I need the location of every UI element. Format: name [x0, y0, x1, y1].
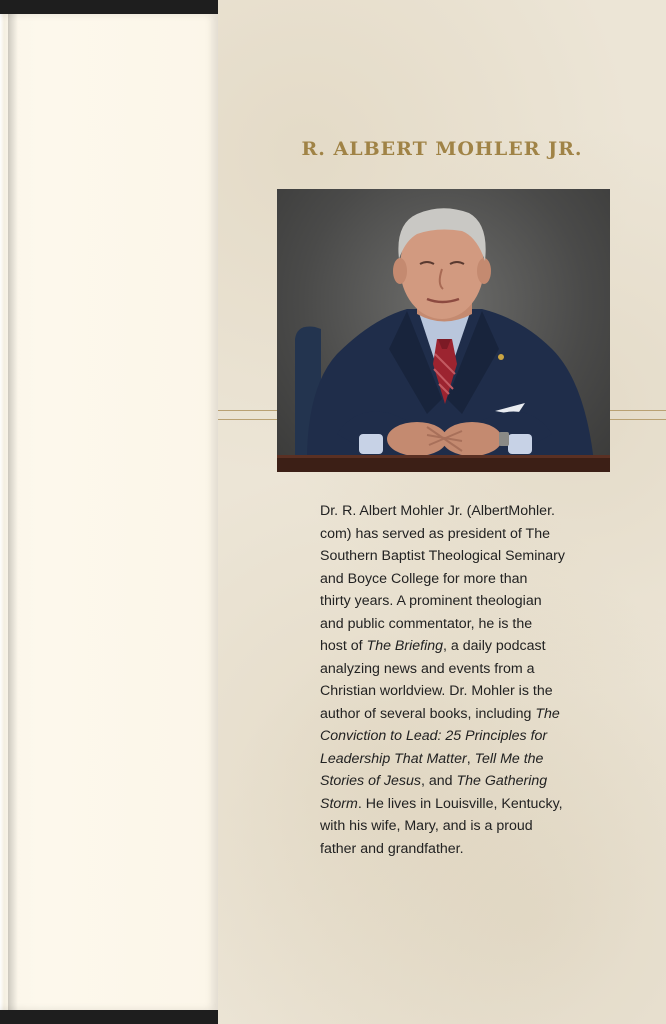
bio-line	[320, 838, 590, 861]
bio-line	[320, 635, 590, 658]
bio-text: and public commentator, he is the	[320, 615, 533, 632]
bio-line	[320, 658, 590, 681]
decorative-rule-left	[218, 410, 278, 420]
bio-text: . He lives in Louisville, Kentucky,	[357, 795, 563, 812]
bio-text: analyzing news and events from a	[320, 660, 535, 677]
bio-text: ,	[466, 750, 475, 767]
bio-line	[320, 793, 590, 816]
bio-italic-text: Leadership That Matter	[320, 750, 467, 767]
bio-line	[320, 590, 590, 613]
bio-line	[320, 725, 590, 748]
bio-italic-text: Tell Me the	[474, 750, 544, 767]
bio-text: father and grandfather.	[320, 840, 464, 857]
author-portrait-illustration	[277, 189, 610, 472]
bio-italic-text: Stories of Jesus	[320, 773, 421, 789]
bio-text: host of	[320, 638, 367, 654]
bio-text: , and	[420, 773, 457, 789]
bio-italic-text: The Gathering	[456, 773, 548, 789]
bio-text: author of several books, including	[320, 705, 536, 722]
bio-italic-text: The	[535, 705, 560, 722]
bio-text: Southern Baptist Theological Seminary	[320, 548, 566, 564]
bio-line	[320, 523, 590, 546]
bio-line	[320, 500, 590, 523]
bio-text: with his wife, Mary, and is a proud	[320, 818, 533, 834]
author-photo	[277, 189, 610, 472]
bio-line	[320, 613, 590, 636]
decorative-rule-right	[610, 410, 666, 420]
bio-text: Dr. R. Albert Mohler Jr. (AlbertMohler.	[320, 503, 555, 519]
bio-italic-text: Conviction to Lead: 25 Principles for	[320, 728, 548, 744]
bio-line	[320, 815, 590, 838]
bio-line	[320, 568, 590, 591]
bio-line	[320, 545, 590, 568]
left-page	[0, 14, 218, 1010]
bio-line	[320, 680, 590, 703]
bio-text: com) has served as president of The	[320, 525, 551, 542]
bio-text: , a daily podcast	[443, 638, 546, 654]
bio-italic-text: Storm	[320, 795, 358, 812]
author-bio	[320, 500, 590, 860]
bio-text: thirty years. A prominent theologian	[320, 593, 542, 609]
author-name: R. ALBERT MOHLER JR.	[301, 138, 583, 160]
bio-italic-text: The Briefing	[366, 638, 444, 654]
bio-line	[320, 748, 590, 771]
author-page	[218, 0, 666, 1024]
bio-line	[320, 703, 590, 726]
bio-text: and Boyce College for more than	[320, 570, 528, 587]
bio-text: Christian worldview. Dr. Mohler is the	[320, 683, 553, 699]
bio-line	[320, 770, 590, 793]
